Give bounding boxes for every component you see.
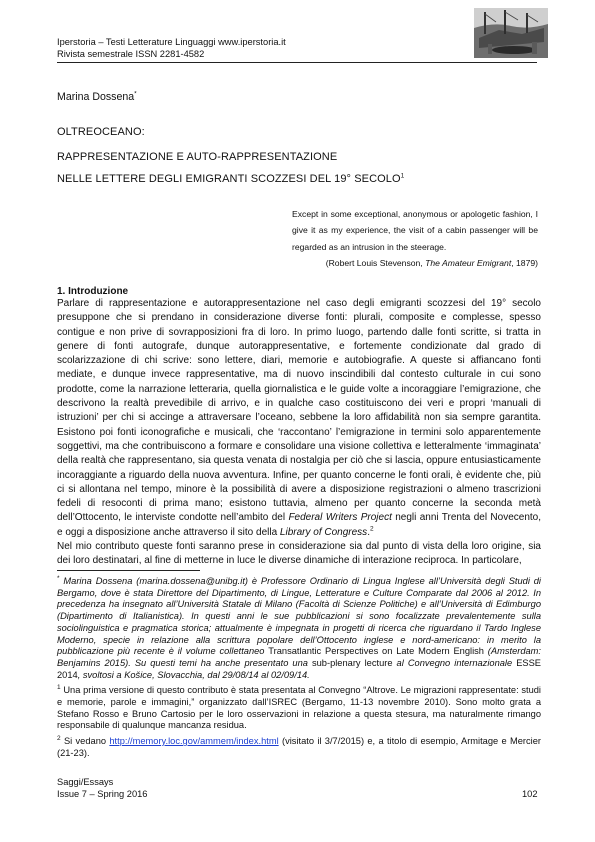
footnote-1-mark: 1 <box>57 684 61 692</box>
epigraph-source-year: , 1879) <box>511 258 538 269</box>
article-body <box>57 297 541 569</box>
author-name-text: Marina Dossena <box>57 91 135 103</box>
footnote-2-text-a: Si vedano <box>60 736 110 747</box>
journal-header-issn: Rivista semestrale ISSN 2281-4582 <box>57 49 205 59</box>
footnote-star-text-c: (Amsterdam: Benjamins 2015). Su questi temi ha anche presentato una <box>57 646 542 668</box>
epigraph <box>292 206 538 272</box>
footnote-2-link[interactable]: http://memory.loc.gov/ammem/index.html <box>109 736 279 747</box>
title-footnote-mark: 1 <box>400 172 405 180</box>
footnote-2-text-b: (visitato il 3/7/2015) e, a titolo di esempio, Armitage e Mercier (21-23). <box>57 736 541 758</box>
epigraph-source-work: The Amateur Emigrant <box>425 258 512 269</box>
article-title-line1: OLTREOCEANO: <box>57 126 145 138</box>
section-heading: 1. Introduzione <box>57 286 129 297</box>
p1-italic-fwp: Federal Writers Project <box>288 512 392 524</box>
footnote-star-text-e: al Convegno internazionale <box>392 657 517 668</box>
p1-text-b: negli anni Trenta del Novecento, e oggi a disposizione anche attraverso il sito della <box>57 512 541 538</box>
p1-text-a: Parlare di rappresentazione e autorappresentazione nel caso degli emigranti scozzesi del 19° secolo presuppone che si prendano in considerazione diverse fonti: plurali, composite e complesse, spesso contigue e non prive di sovrapposizioni fra di loro. In primo luogo, partendo dalle fonti scritte, si tratta in genere di fonti autografe, dunque autorappresentative, e fortemente condizionate dal grado di scolarizzazione di chi scrive: sono lettere, diari, memorie e autobiografie. A queste si affiancano fonti mediate, e dunque invece rappresentative, ma di nuovo inscindibili dal contesto culturale in cui sono prodotte, come la narrazione letteraria, quella giornalistica e le guide volte a incoraggiare l’emigrazione, che descrivono la realtà prevedibile di arrivo, e in qualche caso costituiscono dei veri e propri ‘manuali di istruzioni’ per chi si accinge a attraversare l’oceano, sebbene la loro affidabilità non sia sempre garantita. Esistono poi fonti iconografiche e musicali, che ‘raccontano’ l’emigrazione in termini solo apparentemente soggettivi, ma che contribuiscono a formare e consolidare una visione collettiva e letteralmente ‘immaginata’ della realtà che rappresentano, sia questa venata di nostalgia per ciò che si lascia, oppure entusiasticamente incoraggiante a riguardo della nuova avventura. Infine, per quanto concerne le fonti orali, è evidente che, più ci si allontana nel tempo, minore è la possibilità di avere a disposizione registrazioni o almeno trascrizioni fedeli di resoconti di prima mano; esistono tuttavia, almeno per quanto concerne la seconda metà dell’Ottocento, le interviste condotte nell’ambito del <box>57 298 541 524</box>
journal-logo-image <box>474 8 548 58</box>
journal-header-title: Iperstoria – Testi Letterature Linguaggi www.iperstoria.it <box>57 37 286 47</box>
article-title-line2: RAPPRESENTAZIONE E AUTO-RAPPRESENTAZIONE <box>57 151 338 163</box>
footnote-star-text-g: , svoltosi a Košice, Slovacchia, dal 29/08/14 al 02/09/14. <box>77 669 310 680</box>
epigraph-quote: Except in some exceptional, anonymous or apologetic fashion, I give it as my experience, the visit of a cabin passenger will be regarded as an intrusion in the steerage. <box>292 209 538 252</box>
header-divider <box>57 62 537 63</box>
footnote-star-mark: * <box>57 574 60 582</box>
footnote-divider <box>57 570 200 571</box>
p1-text-c: . <box>367 526 370 538</box>
footnote-1-text: Una prima versione di questo contributo è stata presentata al Convegno “Altrove. Le migrazioni rappresentate: studi e memorie, parole e immagini,” organizzato dall’ISREC (Bergamo, 11-13 novembre 2010). Sono molto grata a Stefano Rosso e Bruno Cartosio per le loro osservazioni in relazione a questa stesura, ma naturalmente rimango responsabile di qualunque mancanza residua. <box>57 685 541 731</box>
author-name <box>57 91 137 104</box>
footer-section-label: Saggi/Essays <box>57 777 114 787</box>
footnote-star-text-a: Marina Dossena (marina.dossena@unibg.it) è Professore Ordinario di Lingua Inglese all’Università degli Studi di Bergamo, dove è stata Direttore del Dipartimento, di Lingue, Letterature e Culture Comparate dal 2006 al 2012. In precedenza ha insegnato all’Università Statale di Milano (Facoltà di Scienze Politiche) e all’Università di Edimburgo (Dipartimento di Italianistica). In questi anni le sue pubblicazioni si sono focalizzate prevalentemente sulla sociolinguistica e pragmatica storica; attualmente è impegnata in progetti di ricerca che riguardano il Tardo Inglese Moderno, specie in relazione alla scrittura popolare dell’Ottocento inglese e nord-americano: in merito la pubblicazione più recente è il volume collettaneo <box>57 576 541 657</box>
footnotes <box>57 576 541 764</box>
footnote-author <box>57 576 541 681</box>
footnote-2-mark: 2 <box>57 735 61 743</box>
page-number: 102 <box>522 789 538 799</box>
footnote-2 <box>57 736 541 759</box>
p1-footnote-mark: 2 <box>369 525 374 533</box>
footnote-star-lecture: sub-plenary lecture <box>311 657 393 668</box>
footnote-1 <box>57 685 541 732</box>
body-paragraph-2: Nel mio contributo queste fonti saranno prese in considerazione sia dal punto di vista della loro origine, sia dei loro destinatari, al fine di metterne in luce le diverse dinamiche di interazione reciproca. In particolare, <box>57 541 541 567</box>
author-footnote-mark: * <box>134 90 137 98</box>
footnote-star-conference: ESSE 2014 <box>57 657 541 680</box>
footer-issue: Issue 7 – Spring 2016 <box>57 789 148 799</box>
article-title-line3-text: NELLE LETTERE DEGLI EMIGRANTI SCOZZESI DEL 19° SECOLO <box>57 173 401 185</box>
article-title-line3 <box>57 173 404 186</box>
epigraph-source <box>292 255 538 271</box>
body-paragraph-1 <box>57 297 541 540</box>
p1-italic-loc: Library of Congress <box>279 526 368 538</box>
footnote-star-book-title: Transatlantic Perspectives on Late Modern English <box>268 646 484 657</box>
epigraph-source-author: (Robert Louis Stevenson, <box>325 258 426 269</box>
